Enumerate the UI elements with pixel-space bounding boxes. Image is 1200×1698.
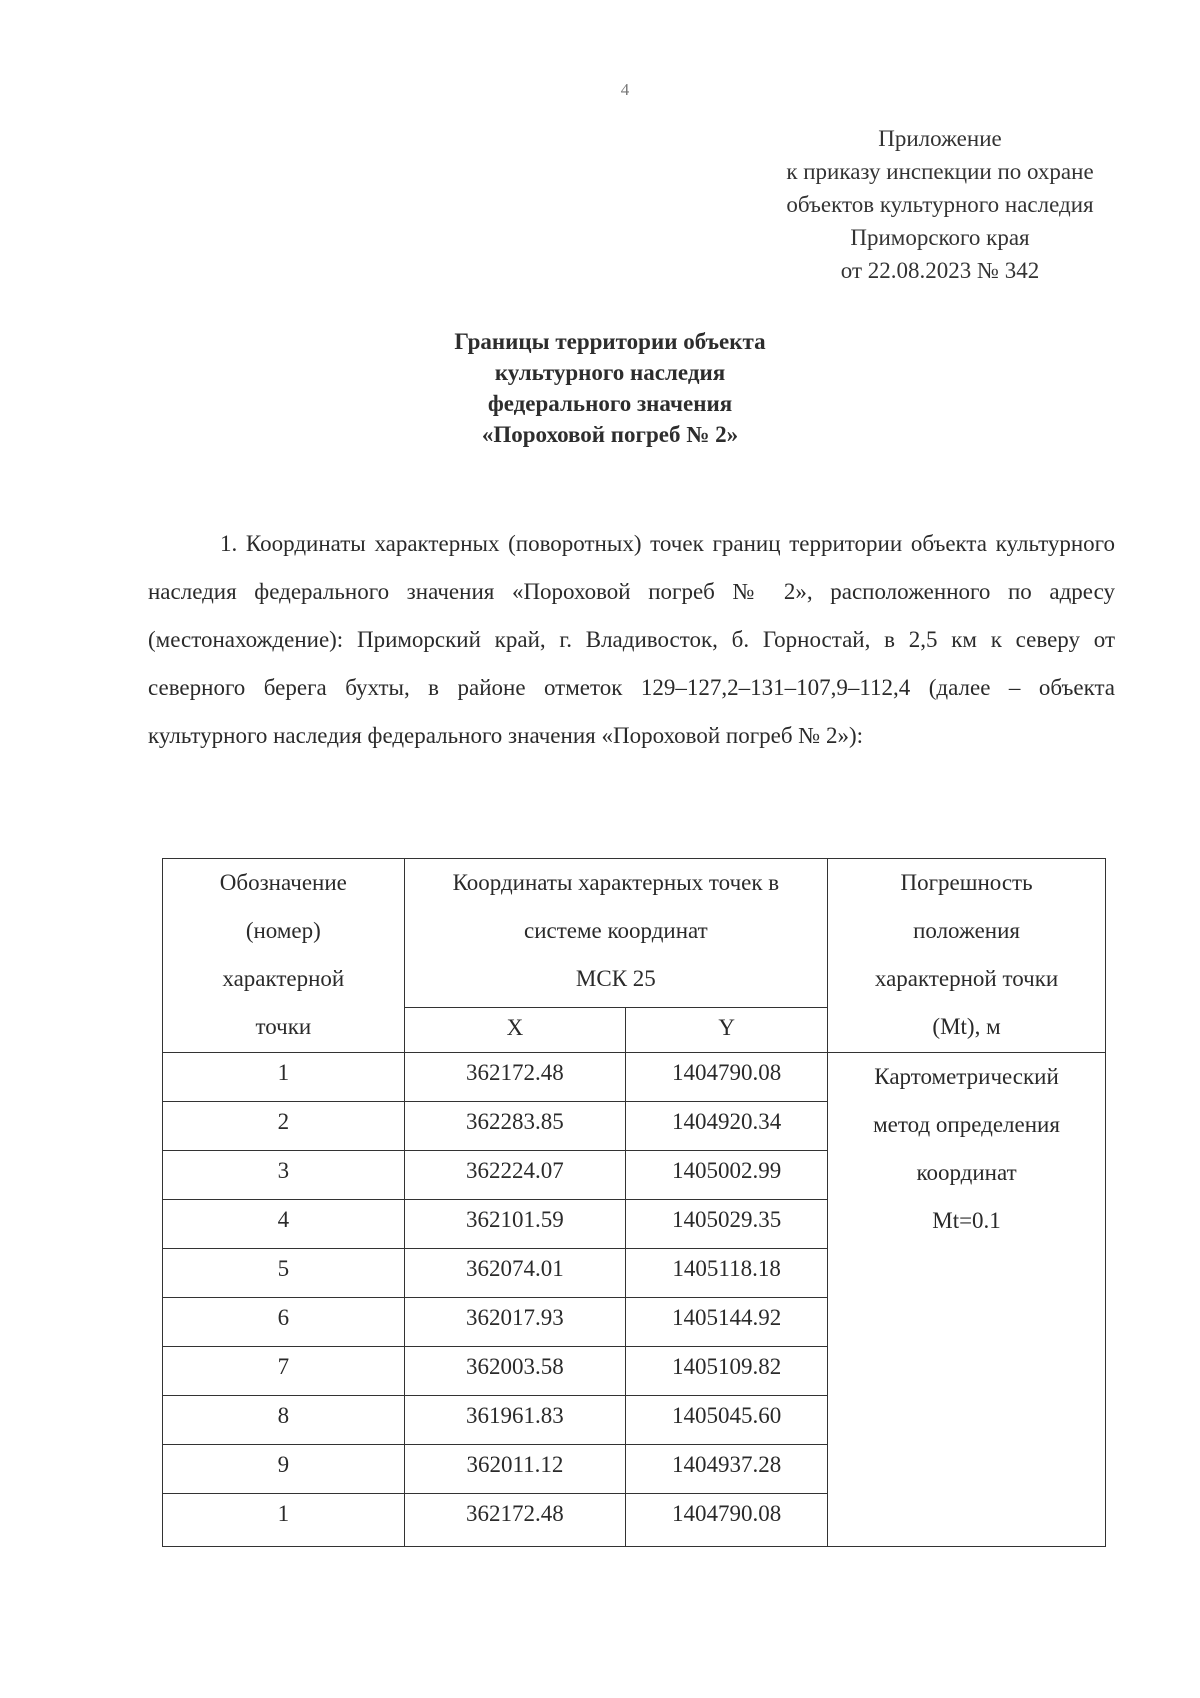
y-cell: 1405029.35 [626, 1200, 828, 1249]
table-row [163, 1053, 1106, 1102]
x-cell: 362003.58 [404, 1347, 626, 1396]
point-number-cell: 4 [163, 1200, 405, 1249]
body-paragraph: 1. Координаты характерных (поворотных) точек границ территории объекта культурного наследия федерального значения «Пороховой погреб № 2», расположенного по адресу (местонахождение): Приморский край, г. Владивосток, б. Горностай, в 2,5 км к северу от северного берега бухты, в районе отметок 129–127,2–131–107,9–112,4 (далее – объекта культурного наследия федерального значения «Пороховой погреб № 2»): [148, 531, 1115, 748]
y-cell: 1405002.99 [626, 1151, 828, 1200]
point-number-cell: 7 [163, 1347, 405, 1396]
header-line: характерной точки [874, 966, 1059, 991]
accuracy-mt-value: Mt=0.1 [932, 1208, 1001, 1233]
point-number-cell: 6 [163, 1298, 405, 1347]
coordinates-table [162, 858, 1106, 1547]
title-line: «Пороховой погреб № 2» [481, 422, 739, 447]
title-line: федерального значения [487, 391, 733, 416]
header-point-number [163, 859, 405, 1053]
point-number-cell: 2 [163, 1102, 405, 1151]
appendix-line: объектов культурного наследия [786, 192, 1094, 217]
document-title [350, 326, 870, 450]
header-y: Y [626, 1008, 828, 1053]
y-cell: 1405118.18 [626, 1249, 828, 1298]
x-cell: 362011.12 [404, 1445, 626, 1494]
x-cell: 362224.07 [404, 1151, 626, 1200]
y-cell: 1404790.08 [626, 1494, 828, 1547]
header-line: характерной [222, 966, 345, 991]
appendix-line: к приказу инспекции по охране [786, 159, 1094, 184]
appendix-line: Приморского края [850, 225, 1030, 250]
header-x: X [404, 1008, 626, 1053]
header-line: Обозначение [219, 870, 347, 895]
header-line: (номер) [245, 918, 321, 943]
x-cell: 361961.83 [404, 1396, 626, 1445]
point-number-cell: 5 [163, 1249, 405, 1298]
x-cell: 362101.59 [404, 1200, 626, 1249]
y-cell: 1404920.34 [626, 1102, 828, 1151]
x-cell: 362074.01 [404, 1249, 626, 1298]
accuracy-line: Картометрический [874, 1064, 1059, 1089]
header-line: точки [255, 1014, 312, 1039]
appendix-block [740, 122, 1140, 287]
point-number-cell: 1 [163, 1053, 405, 1102]
header-line: Координаты характерных точек в [452, 870, 780, 895]
x-cell: 362283.85 [404, 1102, 626, 1151]
header-line: МСК 25 [575, 966, 656, 991]
x-cell: 362017.93 [404, 1298, 626, 1347]
y-cell: 1405109.82 [626, 1347, 828, 1396]
title-line: культурного наследия [494, 360, 726, 385]
header-line: положения [913, 918, 1020, 943]
y-cell: 1405045.60 [626, 1396, 828, 1445]
header-coordinates [404, 859, 827, 1008]
point-number-cell: 8 [163, 1396, 405, 1445]
title-line: Границы территории объекта [454, 329, 766, 354]
appendix-date-line: от 22.08.2023 № 342 [840, 258, 1040, 283]
accuracy-line: координат [916, 1160, 1017, 1185]
y-cell: 1404937.28 [626, 1445, 828, 1494]
y-cell: 1405144.92 [626, 1298, 828, 1347]
point-number-cell: 3 [163, 1151, 405, 1200]
header-accuracy [828, 859, 1106, 1053]
accuracy-cell [828, 1053, 1106, 1547]
x-cell: 362172.48 [404, 1053, 626, 1102]
header-line: системе координат [524, 918, 708, 943]
page-number: 4 [620, 80, 630, 99]
header-line: (Mt), м [932, 1014, 1001, 1039]
appendix-line: Приложение [878, 126, 1002, 151]
accuracy-line: метод определения [873, 1112, 1060, 1137]
point-number-cell: 1 [163, 1494, 405, 1547]
header-line: Погрешность [900, 870, 1033, 895]
x-cell: 362172.48 [404, 1494, 626, 1547]
y-cell: 1404790.08 [626, 1053, 828, 1102]
point-number-cell: 9 [163, 1445, 405, 1494]
